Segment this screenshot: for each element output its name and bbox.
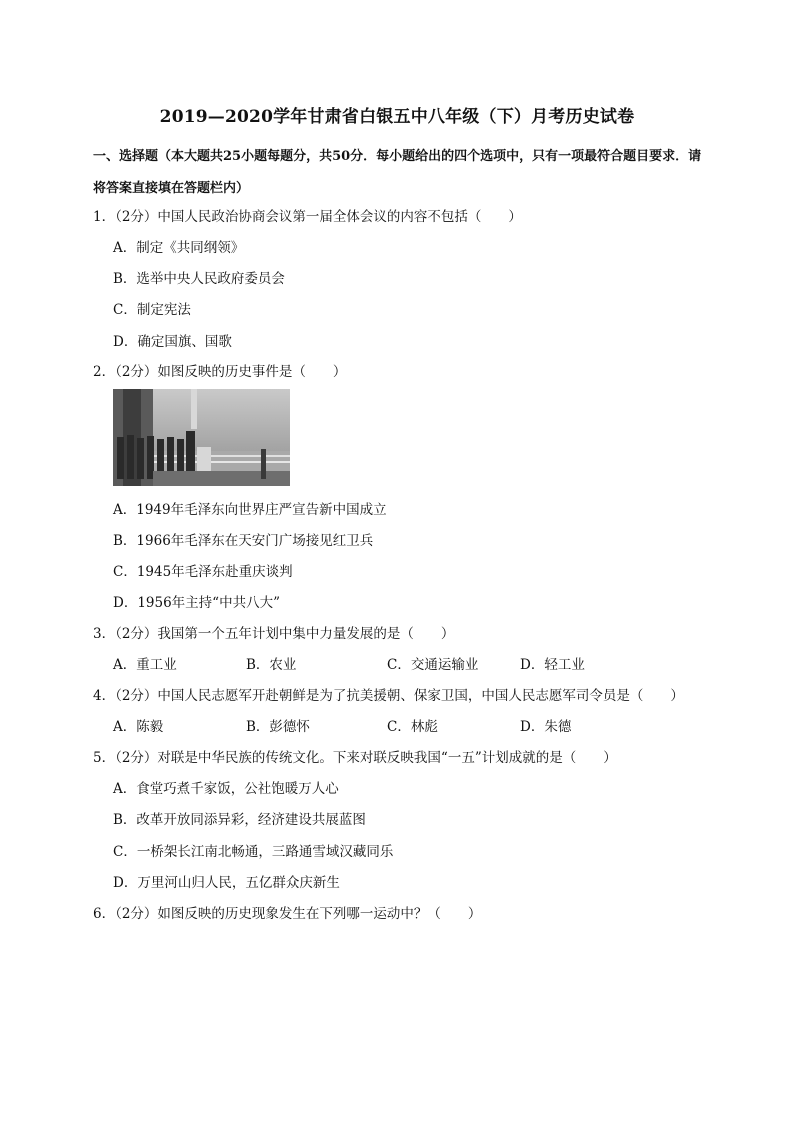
option: D．1956年主持“中共八大” <box>113 595 280 611</box>
option: A．制定《共同纲领》 <box>113 240 245 256</box>
option: D．朱德 <box>520 719 572 735</box>
option: D．万里河山归人民，五亿群众庆新生 <box>113 875 340 891</box>
historical-photo-image <box>113 389 290 486</box>
section-heading: 一、选择题（本大题共25小题每题分，共50分．每小题给出的四个选项中，只有一项最符合题目要求．请将答案直接填在答题栏内） <box>93 149 702 196</box>
option: D．轻工业 <box>520 657 585 673</box>
question-stem: 5．（2分）对联是中华民族的传统文化。下来对联反映我国“一五”计划成就的是（ ） <box>93 750 617 766</box>
question-stem: 6．（2分）如图反映的历史现象发生在下列哪一运动中？（ ） <box>93 906 482 922</box>
option: A．陈毅 <box>113 719 164 735</box>
option: B．改革开放同添异彩，经济建设共展蓝图 <box>113 812 366 828</box>
option: C．1945年毛泽东赴重庆谈判 <box>113 564 293 580</box>
option: A．重工业 <box>113 657 177 673</box>
option: D．确定国旗、国歌 <box>113 334 232 350</box>
option: B．1966年毛泽东在天安门广场接见红卫兵 <box>113 533 374 549</box>
question-stem: 3．（2分）我国第一个五年计划中集中力量发展的是（ ） <box>93 626 455 642</box>
option: B．农业 <box>246 657 297 673</box>
question-stem: 4．（2分）中国人民志愿军开赴朝鲜是为了抗美援朝、保家卫国，中国人民志愿军司令员是（ ） <box>93 688 684 704</box>
question-stem: 1．（2分）中国人民政治协商会议第一届全体会议的内容不包括（ ） <box>93 209 522 225</box>
question-photo <box>113 389 290 486</box>
option: B．彭德怀 <box>246 719 310 735</box>
option: A．1949年毛泽东向世界庄严宣告新中国成立 <box>113 502 387 518</box>
option: C．林彪 <box>387 719 438 735</box>
page-title: 2019—2020学年甘肃省白银五中八年级（下）月考历史试卷 <box>159 107 635 127</box>
option: B．选举中央人民政府委员会 <box>113 271 285 287</box>
option: A．食堂巧煮千家饭，公社饱暖万人心 <box>113 781 339 797</box>
option: C．一桥架长江南北畅通，三路通雪域汉藏同乐 <box>113 844 394 860</box>
question-stem: 2．（2分）如图反映的历史事件是（ ） <box>93 364 347 380</box>
option: C．制定宪法 <box>113 302 191 318</box>
option: C．交通运输业 <box>387 657 479 673</box>
